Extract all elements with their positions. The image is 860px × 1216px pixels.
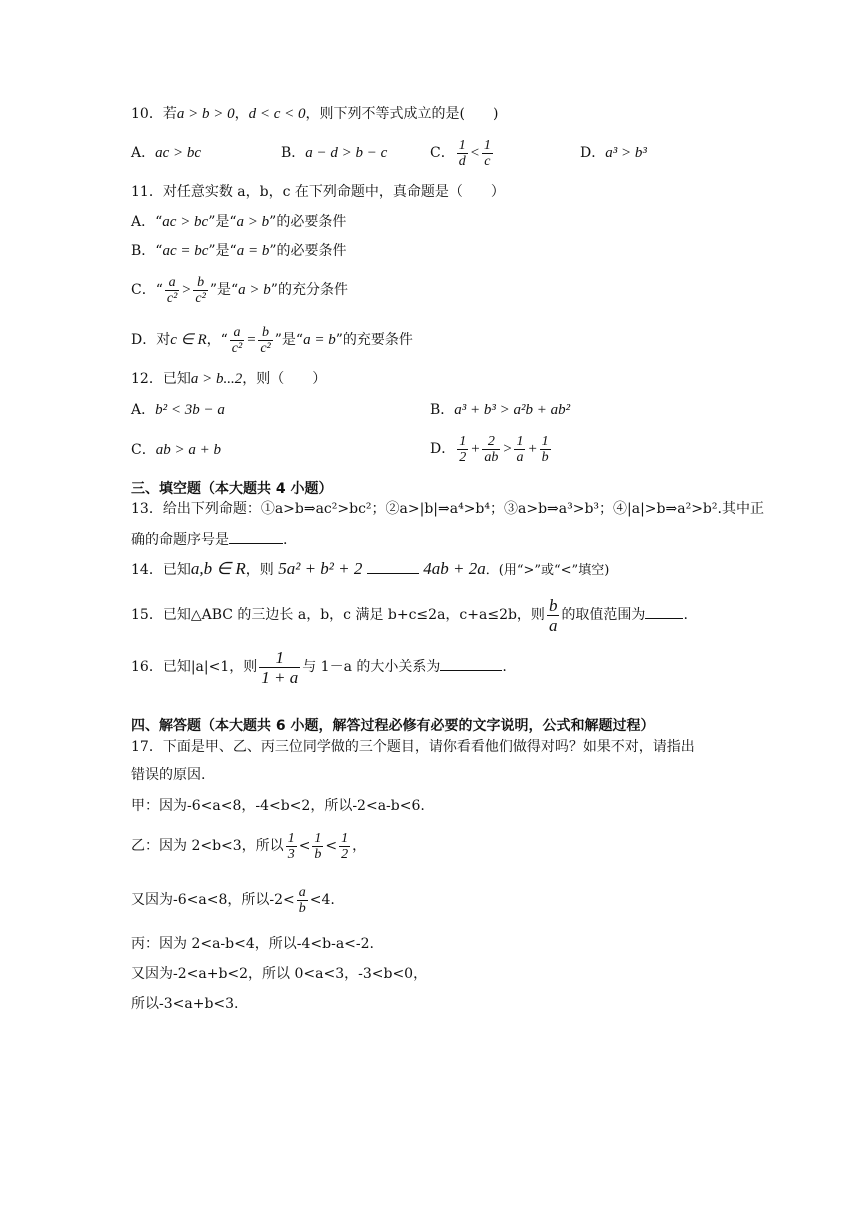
section-solve-heading: 四、解答题（本大题共 6 小题，解答过程必修有必要的文字说明，公式和解题过程） <box>131 718 655 734</box>
q17-yi: 乙：因为 2<b<3，所以 $\frac{1}{3}$ < $\frac{1}{b}$ < $\frac{1}{2}$ ， <box>131 830 367 862</box>
q14-line: 14．已知a,b ∈ R，则 5a² + b² + 2 4ab + 2a．(用“>”或“<”填空) <box>131 559 610 578</box>
q13-line1: 13．给出下列命题：①a>b⇒ac²>bc²；②a>|b|⇒a⁴>b⁴；③a>b⇒a³>b³；④|a|>b⇒a²>b².其中正 <box>131 501 764 517</box>
q12-option-c: C．ab > a + b <box>131 442 221 458</box>
q17-bing3: 所以-3<a+b<3. <box>131 996 239 1012</box>
q12-option-d: D． $\frac{1}{2}$ + $\frac{2}{ab}$ > $\frac{1}{a}$ + $\frac{1}{b}$ <box>430 433 549 465</box>
q16-line: 16．已知|a|<1，则 $\frac{1}{1 + a}$ 与 1－a 的大小关系为 . <box>131 647 507 687</box>
q15-answer-blank[interactable] <box>645 604 683 619</box>
q10-option-c: C． $\frac{1}{d}$ < $\frac{1}{c}$ <box>430 137 491 169</box>
q17-bing2: 又因为-2<a+b<2，所以 0<a<3，-3<b<0， <box>131 966 428 982</box>
q10-option-d: D．a³ > b³ <box>580 145 647 161</box>
q12-option-b: B．a³ + b³ > a²b + ab² <box>430 402 571 418</box>
q17-bing1: 丙：因为 2<a-b<4，所以-4<b-a<-2. <box>131 936 374 952</box>
q11-option-a: A．“ac > bc”是“a > b”的必要条件 <box>131 214 347 230</box>
q11-option-b: B．“ac = bc”是“a = b”的必要条件 <box>131 243 347 259</box>
q11-option-d: D．对c ∈ R，“ $\frac{a}{\text{c²}}$ = $\frac{b}{\text{c²}}$ ”是“a = b”的充要条件 <box>131 324 413 356</box>
q14-answer-blank[interactable] <box>367 559 419 574</box>
q11-stem: 11．对任意实数 a，b，c 在下列命题中，真命题是（ ） <box>131 184 505 200</box>
q13-line2: 确的命题序号是 . <box>131 529 287 550</box>
q17-you: 又因为-6<a<8，所以-2< $\frac{a}{b}$ <4. <box>131 884 335 916</box>
q12-stem: 12．已知a > b...2，则（ ） <box>131 371 327 387</box>
q10-option-b: B．a − d > b − c <box>281 145 388 161</box>
q16-answer-blank[interactable] <box>440 656 502 671</box>
section-fill-in-heading: 三、填空题（本大题共 4 小题） <box>131 481 333 497</box>
q17-line1: 17．下面是甲、乙、丙三位同学做的三个题目，请你看看他们做得对吗？如果不对，请指出 <box>131 739 695 755</box>
q10-option-a: A．ac > bc <box>131 145 202 161</box>
q13-answer-blank[interactable] <box>229 529 283 544</box>
q15-line: 15．已知△ABC 的三边长 a，b，c 满足 b+c≤2a，c+a≤2b，则 $\frac{b}{a}$ 的取值范围为 . <box>131 595 688 635</box>
q17-line2: 错误的原因. <box>131 767 206 783</box>
q11-option-c: C．“ $\frac{a}{\text{c²}}$ > $\frac{b}{\text{c²}}$ ”是“a > b”的充分条件 <box>131 274 348 306</box>
q12-option-a: A．b² < 3b − a <box>131 402 225 418</box>
q17-jia: 甲：因为-6<a<8，-4<b<2，所以-2<a-b<6. <box>131 798 425 814</box>
q10-stem: 10．若a > b > 0，d < c < 0，则下列不等式成立的是( ) <box>131 106 499 122</box>
